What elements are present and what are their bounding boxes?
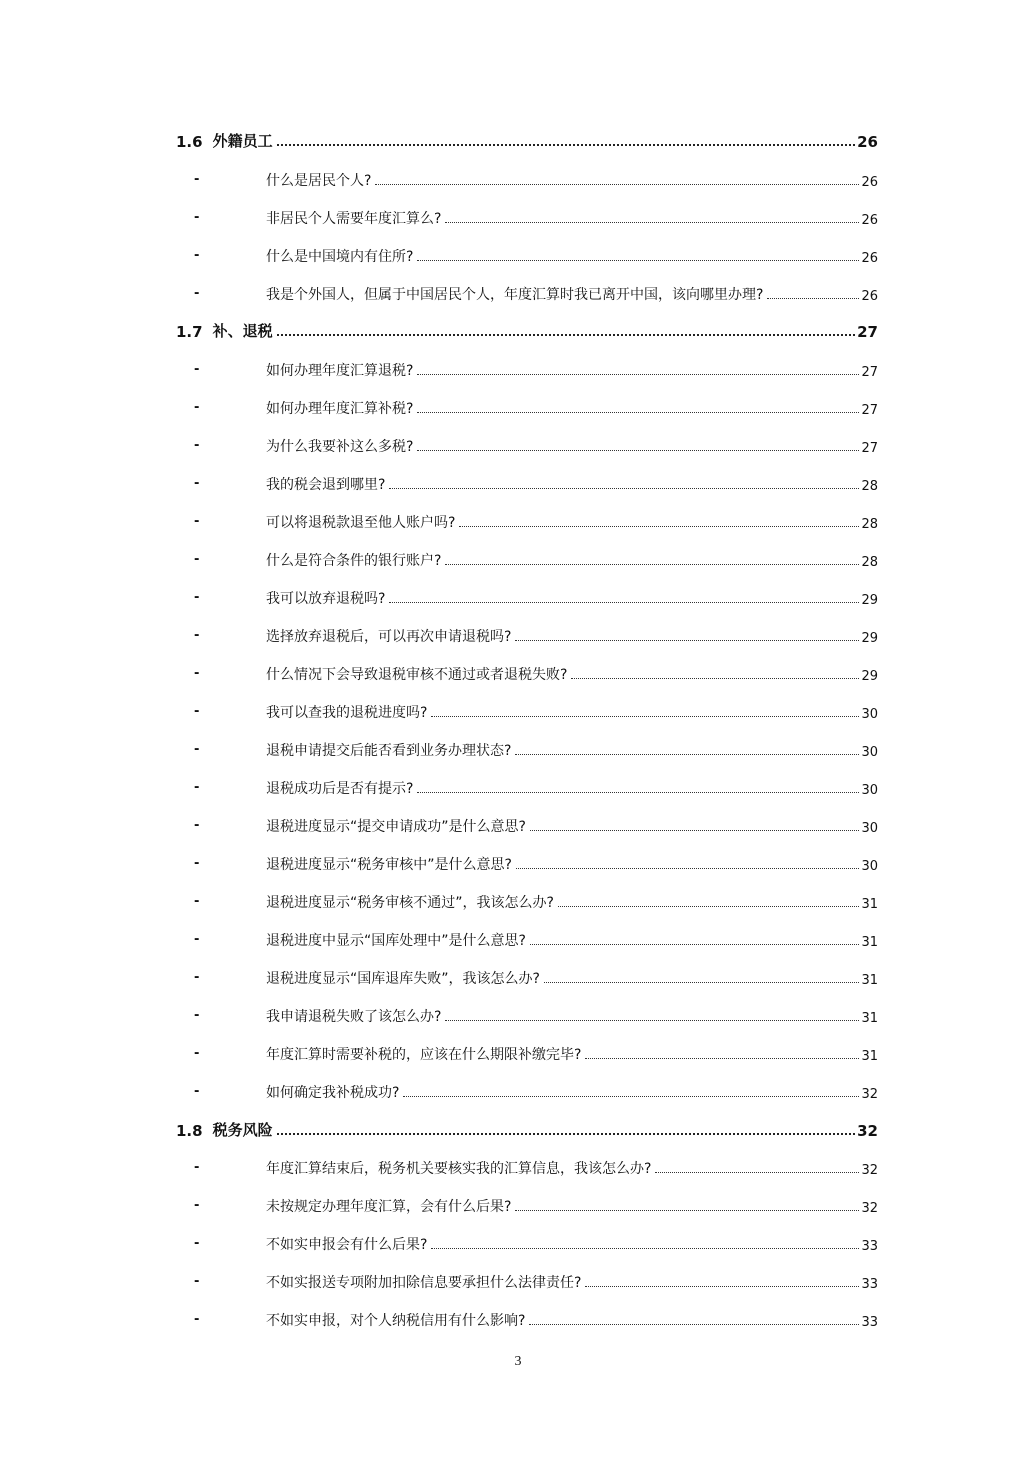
dot-leader	[417, 411, 859, 413]
dot-leader	[515, 1209, 859, 1211]
toc-entry[interactable]	[176, 470, 878, 494]
toc-page-number: 33	[861, 1315, 878, 1330]
dot-leader	[389, 487, 859, 489]
toc-entry[interactable]	[176, 736, 878, 760]
bullet-dash: -	[194, 552, 200, 567]
toc-page-number: 33	[861, 1277, 878, 1292]
toc-title: 我可以查我的退税进度吗?	[266, 705, 428, 721]
toc-title: 未按规定办理年度汇算，会有什么后果?	[266, 1199, 512, 1215]
bullet-dash: -	[194, 1236, 200, 1251]
toc-title: 税务风险	[212, 1121, 273, 1139]
toc-title: 我申请退税失败了该怎么办?	[266, 1009, 442, 1025]
toc-page-number: 29	[861, 593, 878, 608]
toc-title: 选择放弃退税后，可以再次申请退税吗?	[266, 629, 512, 645]
dot-leader	[375, 183, 859, 185]
toc-section-heading[interactable]	[176, 1116, 878, 1140]
dot-leader	[277, 333, 856, 336]
toc-entry[interactable]	[176, 964, 878, 988]
bullet-dash: -	[194, 438, 200, 453]
toc-page-number: 30	[861, 745, 878, 760]
toc-page-number: 31	[861, 897, 878, 912]
toc-entry[interactable]	[176, 698, 878, 722]
toc-title: 退税成功后是否有提示?	[266, 781, 414, 797]
toc-title: 我是个外国人，但属于中国居民个人，年度汇算时我已离开中国，该向哪里办理?	[266, 287, 764, 303]
dot-leader	[558, 905, 860, 907]
dot-leader	[529, 1323, 859, 1325]
toc-title: 退税进度显示“国库退库失败”，我该怎么办?	[266, 971, 540, 987]
toc-page-number: 28	[861, 555, 878, 570]
toc-title: 不如实申报，对个人纳税信用有什么影响?	[266, 1313, 526, 1329]
toc-entry[interactable]	[176, 356, 878, 380]
bullet-dash: -	[194, 1160, 200, 1175]
bullet-dash: -	[194, 362, 200, 377]
dot-leader	[417, 259, 859, 261]
bullet-dash: -	[194, 476, 200, 491]
toc-entry[interactable]	[176, 774, 878, 798]
toc-title: 可以将退税款退至他人账户吗?	[266, 515, 456, 531]
bullet-dash: -	[194, 932, 200, 947]
section-number: 1.8	[176, 1122, 203, 1140]
toc-title: 为什么我要补这么多税?	[266, 439, 414, 455]
toc-entry[interactable]	[176, 432, 878, 456]
toc-page-number: 32	[861, 1163, 878, 1178]
toc-entry[interactable]	[176, 1230, 878, 1254]
toc-entry[interactable]	[176, 1002, 878, 1026]
toc-page-number: 32	[861, 1087, 878, 1102]
toc-title: 年度汇算结束后，税务机关要核实我的汇算信息，我该怎么办?	[266, 1161, 652, 1177]
toc-entry[interactable]	[176, 812, 878, 836]
toc-entry[interactable]	[176, 546, 878, 570]
toc-title: 什么是中国境内有住所?	[266, 249, 414, 265]
toc-entry[interactable]	[176, 584, 878, 608]
toc-page-number: 29	[861, 631, 878, 646]
toc-page-number: 27	[861, 441, 878, 456]
toc-page-number: 26	[861, 213, 878, 228]
bullet-dash: -	[194, 704, 200, 719]
bullet-dash: -	[194, 590, 200, 605]
toc-title: 如何确定我补税成功?	[266, 1085, 400, 1101]
toc-title: 年度汇算时需要补税的，应该在什么期限补缴完毕?	[266, 1047, 582, 1063]
toc-title: 退税进度中显示“国库处理中”是什么意思?	[266, 933, 526, 949]
toc-title: 如何办理年度汇算补税?	[266, 401, 414, 417]
toc-page-number: 27	[857, 323, 878, 341]
section-number: 1.6	[176, 133, 203, 151]
toc-title: 外籍员工	[212, 132, 273, 150]
toc-page-number: 33	[861, 1239, 878, 1254]
bullet-dash: -	[194, 210, 200, 225]
toc-section-heading[interactable]	[176, 127, 878, 151]
bullet-dash: -	[194, 248, 200, 263]
toc-page-number: 30	[861, 707, 878, 722]
dot-leader	[530, 943, 860, 945]
toc-entry[interactable]	[176, 622, 878, 646]
bullet-dash: -	[194, 1274, 200, 1289]
dot-leader	[389, 601, 859, 603]
toc-title: 我可以放弃退税吗?	[266, 591, 386, 607]
bullet-dash: -	[194, 400, 200, 415]
toc-entry[interactable]	[176, 166, 878, 190]
toc-page-number: 30	[861, 859, 878, 874]
toc-page-number: 30	[861, 821, 878, 836]
bullet-dash: -	[194, 970, 200, 985]
toc-title: 不如实申报会有什么后果?	[266, 1237, 428, 1253]
toc-entry[interactable]	[176, 1268, 878, 1292]
dot-leader	[431, 1247, 859, 1249]
bullet-dash: -	[194, 666, 200, 681]
toc-page-number: 29	[861, 669, 878, 684]
toc-page-number: 28	[861, 479, 878, 494]
toc-entry[interactable]	[176, 660, 878, 684]
dot-leader	[417, 791, 859, 793]
page-number: 3	[514, 1354, 522, 1369]
toc-page-number: 31	[861, 1049, 878, 1064]
toc-entry[interactable]	[176, 1192, 878, 1216]
toc-page-number: 26	[861, 251, 878, 266]
bullet-dash: -	[194, 1084, 200, 1099]
dot-leader	[571, 677, 859, 679]
bullet-dash: -	[194, 780, 200, 795]
toc-title: 退税进度显示“提交申请成功”是什么意思?	[266, 819, 526, 835]
toc-entry[interactable]	[176, 1078, 878, 1102]
toc-page-number: 27	[861, 365, 878, 380]
toc-entry[interactable]	[176, 394, 878, 418]
toc-title: 退税进度显示“税务审核不通过”，我该怎么办?	[266, 895, 554, 911]
toc-title: 退税进度显示“税务审核中”是什么意思?	[266, 857, 512, 873]
toc-page-number: 31	[861, 973, 878, 988]
bullet-dash: -	[194, 1312, 200, 1327]
dot-leader	[515, 639, 859, 641]
dot-leader	[431, 715, 859, 717]
dot-leader	[655, 1171, 859, 1173]
toc-entry[interactable]	[176, 888, 878, 912]
toc-page-number: 26	[861, 289, 878, 304]
dot-leader	[445, 1019, 859, 1021]
bullet-dash: -	[194, 286, 200, 301]
toc-title: 什么是居民个人?	[266, 173, 372, 189]
toc-title: 非居民个人需要年度汇算么?	[266, 211, 442, 227]
toc-entry[interactable]	[176, 242, 878, 266]
toc-title: 什么情况下会导致退税审核不通过或者退税失败?	[266, 667, 568, 683]
toc-title: 什么是符合条件的银行账户?	[266, 553, 442, 569]
toc-section-heading[interactable]	[176, 317, 878, 341]
dot-leader	[445, 563, 859, 565]
bullet-dash: -	[194, 742, 200, 757]
dot-leader	[417, 449, 859, 451]
bullet-dash: -	[194, 1198, 200, 1213]
bullet-dash: -	[194, 628, 200, 643]
toc-title: 我的税会退到哪里?	[266, 477, 386, 493]
dot-leader	[585, 1285, 859, 1287]
dot-leader	[530, 829, 860, 831]
toc-entry[interactable]	[176, 1040, 878, 1064]
toc-entry[interactable]	[176, 1306, 878, 1330]
bullet-dash: -	[194, 1008, 200, 1023]
bullet-dash: -	[194, 514, 200, 529]
bullet-dash: -	[194, 1046, 200, 1061]
toc-entry[interactable]	[176, 204, 878, 228]
toc-title: 退税申请提交后能否看到业务办理状态?	[266, 743, 512, 759]
dot-leader	[277, 143, 856, 146]
toc-title: 不如实报送专项附加扣除信息要承担什么法律责任?	[266, 1275, 582, 1291]
toc-page-number: 31	[861, 1011, 878, 1026]
toc-title: 如何办理年度汇算退税?	[266, 363, 414, 379]
bullet-dash: -	[194, 818, 200, 833]
dot-leader	[417, 373, 859, 375]
toc-entry[interactable]	[176, 1154, 878, 1178]
bullet-dash: -	[194, 894, 200, 909]
toc-page-number: 30	[861, 783, 878, 798]
toc-entry[interactable]	[176, 850, 878, 874]
toc-page-number: 31	[861, 935, 878, 950]
toc-page-number: 26	[857, 133, 878, 151]
toc-page-number: 28	[861, 517, 878, 532]
toc-page-number: 32	[861, 1201, 878, 1216]
bullet-dash: -	[194, 172, 200, 187]
dot-leader	[445, 221, 859, 223]
dot-leader	[515, 753, 859, 755]
dot-leader	[459, 525, 859, 527]
toc-entry[interactable]	[176, 926, 878, 950]
dot-leader	[277, 1132, 856, 1135]
toc-entry[interactable]	[176, 508, 878, 532]
section-number: 1.7	[176, 323, 203, 341]
dot-leader	[403, 1095, 859, 1097]
bullet-dash: -	[194, 856, 200, 871]
dot-leader	[544, 981, 860, 983]
dot-leader	[516, 867, 860, 869]
toc-title: 补、退税	[212, 322, 273, 340]
toc-page-number: 26	[861, 175, 878, 190]
toc-entry[interactable]	[176, 280, 878, 304]
toc-page-number: 27	[861, 403, 878, 418]
dot-leader	[585, 1057, 859, 1059]
toc-page-number: 32	[857, 1122, 878, 1140]
dot-leader	[767, 297, 859, 299]
